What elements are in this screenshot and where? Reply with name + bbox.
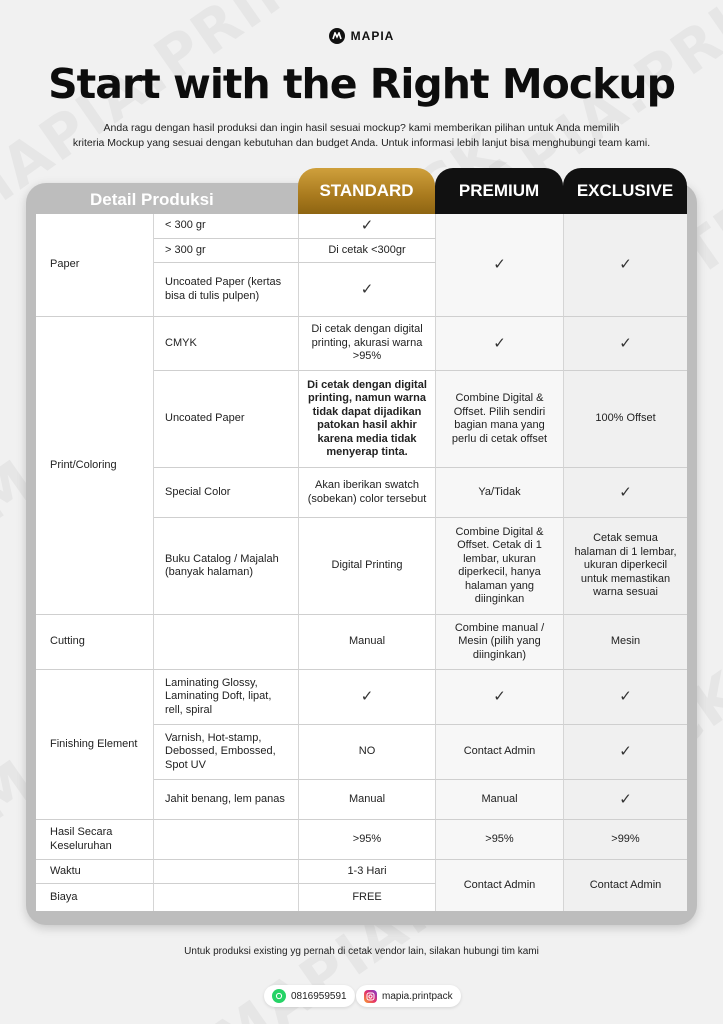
sub-paper-uncoated: Uncoated Paper (kertas bisa di tulis pulpen) <box>154 263 299 317</box>
column-header-premium: PREMIUM <box>435 168 563 214</box>
sub-paper-gt300: > 300 gr <box>154 239 299 263</box>
standard-paper-lt300-check-icon: ✓ <box>299 214 436 239</box>
whatsapp-icon <box>272 989 286 1003</box>
premium-uncoated-print: Combine Digital & Offset. Pilih sendiri bagian mana yang perlu di cetak offset <box>436 371 564 468</box>
standard-laminating-check-icon: ✓ <box>299 670 436 725</box>
category-hasil: Hasil Secara Keseluruhan <box>36 820 154 860</box>
sub-buku-catalog: Buku Catalog / Majalah (banyak halaman) <box>154 518 299 615</box>
intro-line: kriteria Mockup yang sesuai dengan kebutuhan dan budget Anda. Untuk informasi lebih lanjut bisa menghubungi team kami. <box>72 137 651 149</box>
sub-uncoated-print: Uncoated Paper <box>154 371 299 468</box>
premium-buku-catalog: Combine Digital & Offset. Cetak di 1 lembar, ukuran diperkecil, hanya halaman yang diinginkan <box>436 518 564 615</box>
exclusive-laminating-check-icon: ✓ <box>564 670 687 725</box>
brand-logo <box>0 26 723 46</box>
instagram-icon <box>364 990 377 1003</box>
standard-varnish: NO <box>299 725 436 780</box>
section-title: Detail Produksi <box>90 190 214 209</box>
category-waktu: Waktu <box>36 860 154 884</box>
standard-hasil: >95% <box>299 820 436 860</box>
premium-cutting: Combine manual / Mesin (pilih yang diinginkan) <box>436 615 564 670</box>
premium-paper-check-icon: ✓ <box>436 214 564 317</box>
column-header-exclusive: EXCLUSIVE <box>563 168 687 214</box>
category-paper: Paper <box>36 214 154 317</box>
premium-cmyk-check-icon: ✓ <box>436 317 564 371</box>
sub-biaya-empty <box>154 884 299 911</box>
standard-biaya: FREE <box>299 884 436 911</box>
standard-cmyk: Di cetak dengan digital printing, akurasi warna >95% <box>299 317 436 371</box>
sub-laminating: Laminating Glossy, Laminating Doft, lipat, rell, spiral <box>154 670 299 725</box>
category-print-coloring: Print/Coloring <box>36 317 154 615</box>
exclusive-uncoated-print: 100% Offset <box>564 371 687 468</box>
standard-uncoated-print: Di cetak dengan digital printing, namun warna tidak dapat dijadikan patokan hasil akhir karena media tidak menyerap tinta. <box>299 371 436 468</box>
exclusive-hasil: >99% <box>564 820 687 860</box>
exclusive-buku-catalog: Cetak semua halaman di 1 lembar, ukuran diperkecil untuk memastikan warna sesuai <box>564 518 687 615</box>
standard-cutting: Manual <box>299 615 436 670</box>
footer-note: Untuk produksi existing yg pernah di cetak vendor lain, silakan hubungi tim kami <box>184 946 539 957</box>
premium-jahit: Manual <box>436 780 564 820</box>
intro-text <box>40 121 683 151</box>
exclusive-jahit-check-icon: ✓ <box>564 780 687 820</box>
column-header-standard: STANDARD <box>298 168 435 214</box>
exclusive-cutting: Mesin <box>564 615 687 670</box>
sub-hasil-empty <box>154 820 299 860</box>
exclusive-paper-check-icon: ✓ <box>564 214 687 317</box>
instagram-contact[interactable] <box>356 985 461 1007</box>
sub-special-color: Special Color <box>154 468 299 518</box>
sub-paper-lt300: < 300 gr <box>154 214 299 239</box>
standard-paper-uncoated-check-icon: ✓ <box>299 263 436 317</box>
exclusive-varnish-check-icon: ✓ <box>564 725 687 780</box>
standard-jahit: Manual <box>299 780 436 820</box>
standard-special-color: Akan iberikan swatch (sobekan) color tersebut <box>299 468 436 518</box>
whatsapp-number: 0816959591 <box>291 990 347 1002</box>
standard-paper-gt300: Di cetak <300gr <box>299 239 436 263</box>
exclusive-cmyk-check-icon: ✓ <box>564 317 687 371</box>
premium-waktu-biaya: Contact Admin <box>436 860 564 911</box>
exclusive-special-color-check-icon: ✓ <box>564 468 687 518</box>
premium-varnish: Contact Admin <box>436 725 564 780</box>
sub-jahit: Jahit benang, lem panas <box>154 780 299 820</box>
sub-cutting-empty <box>154 615 299 670</box>
logo-mark-icon <box>329 28 345 44</box>
category-cutting: Cutting <box>36 615 154 670</box>
sub-varnish: Varnish, Hot-stamp, Debossed, Embossed, Spot UV <box>154 725 299 780</box>
logo-text: MAPIA <box>350 29 395 43</box>
premium-laminating-check-icon: ✓ <box>436 670 564 725</box>
page-title: Start with the Right Mockup <box>48 60 675 108</box>
category-biaya: Biaya <box>36 884 154 911</box>
sub-cmyk: CMYK <box>154 317 299 371</box>
instagram-handle: mapia.printpack <box>382 990 453 1002</box>
whatsapp-contact[interactable] <box>264 985 355 1007</box>
intro-line: Anda ragu dengan hasil produksi dan ingin hasil sesuai mockup? kami memberikan pilihan untuk Anda memilih <box>103 122 620 134</box>
sub-waktu-empty <box>154 860 299 884</box>
standard-waktu: 1-3 Hari <box>299 860 436 884</box>
standard-buku-catalog: Digital Printing <box>299 518 436 615</box>
category-finishing: Finishing Element <box>36 670 154 820</box>
premium-special-color: Ya/Tidak <box>436 468 564 518</box>
exclusive-waktu-biaya: Contact Admin <box>564 860 687 911</box>
comparison-table <box>36 214 687 911</box>
premium-hasil: >95% <box>436 820 564 860</box>
